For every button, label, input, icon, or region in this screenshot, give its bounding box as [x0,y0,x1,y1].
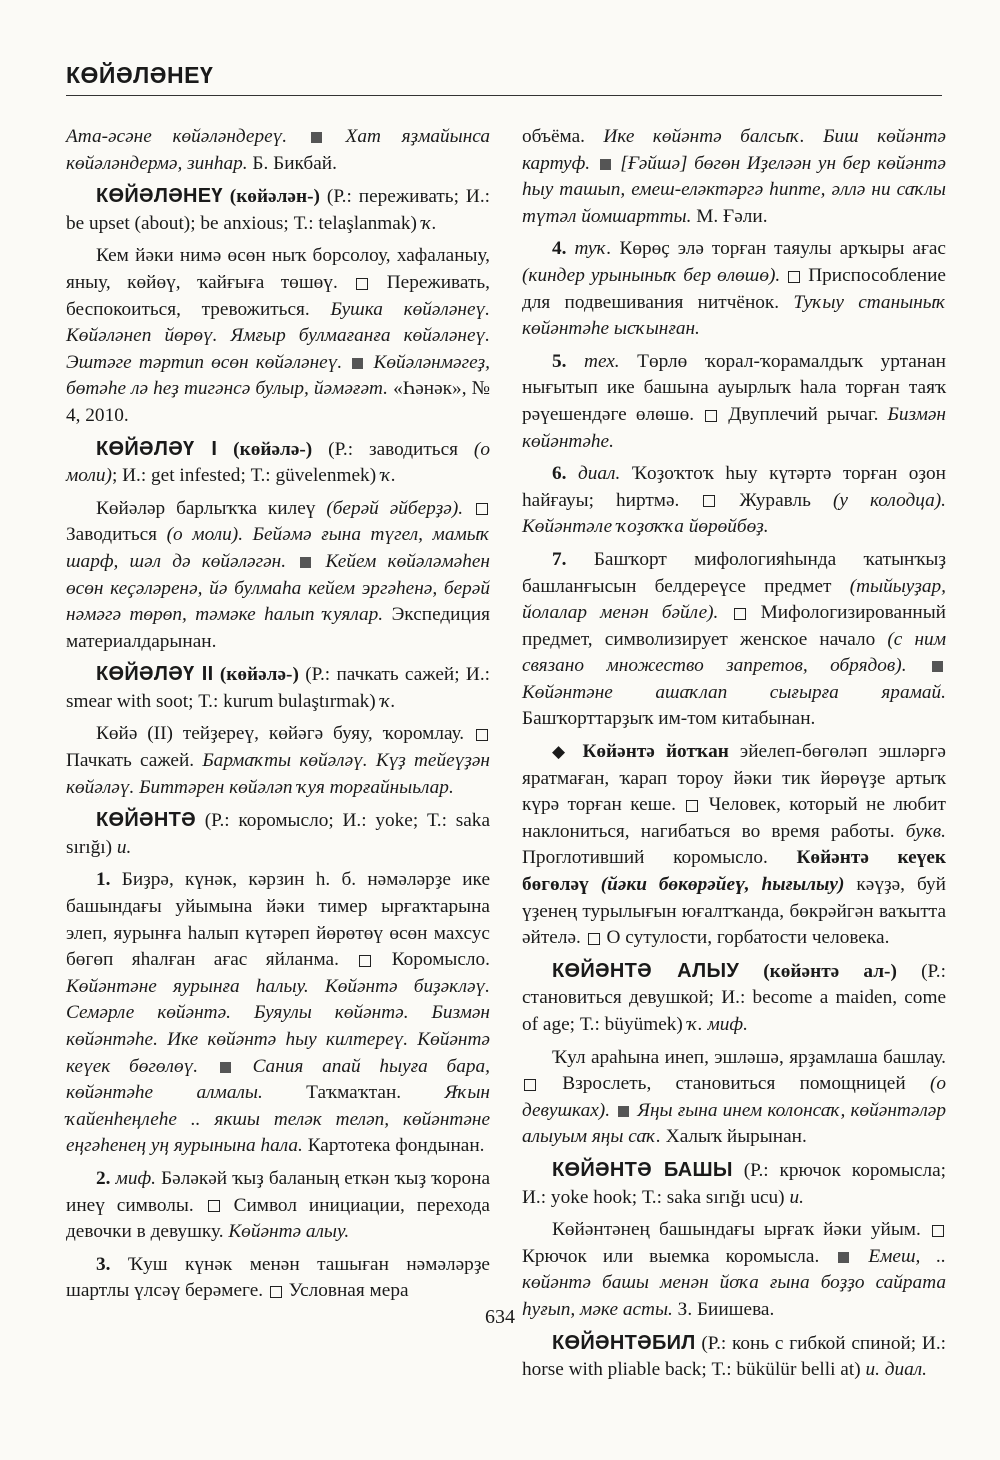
definition-text: Төрлө ҡорал-ҡорамалдыҡ уртанан нығытып ике башына ауырлыҡ һала торған таяҡ рәүешендәге өлөшө. [522,350,946,425]
translation-marker-icon [703,495,715,507]
quote-text: Көйәләнмәгеҙ, бөтәһе лә һеҙ тигәнсә булыр, йәмәғәт. [66,351,491,400]
translation-marker-icon [524,1079,536,1091]
headword: КӨЙӘНТӘ БАШЫ [552,1158,733,1181]
quote-source: Башҡорттарҙыҡ им-том китабынан. [522,708,816,730]
headword-stem: (көйәнтә ал-) [763,960,897,982]
translation-marker-icon [359,955,371,967]
part-of-speech: и. [789,1186,804,1208]
quote-text: Яңы ғына инем колонсаҡ, көйәнтәләр алыуым яңы саҡ. [522,1099,946,1148]
translation-marker-icon [356,278,368,290]
definition-text: Көйәнтәнең башындағы ырғаҡ йәки уйым. [552,1219,921,1241]
russian-translation: Проглотивший коромысло. [522,847,768,869]
translation-marker-icon [588,933,600,945]
translation-marker-icon [932,1225,944,1237]
translation-marker-icon [686,800,698,812]
russian-translation: объёма. [522,126,585,147]
quote-source: Таҡмаҡтан. [306,1082,402,1104]
headword-stem: (көйәлән-) [229,186,320,208]
quote-source: Картотека фондынан. [307,1135,485,1157]
sense-5 [522,349,946,455]
definition-text: Биҙрә, күнәк, кәрзин һ. б. нәмәләрҙе ике башындағы уйымына йәки тимер ырғаҡтарына элеп, яурынға һалып күтәреп йөрөтөү өсөн махсус бөгөп яһалған ағас яйланма. [66,869,491,971]
quote-source: Б. Бикбай. [252,152,337,174]
russian-translation: Коромысло. [391,949,491,971]
sense-2 [66,1166,490,1246]
translations: (Р.: становиться девушкой; И.: become a maiden, come of age; Т.: büyümek) [522,960,946,1035]
gloss-note: (тыйыуҙар, йолалар менән бәйле). [522,575,946,624]
example-text: Туҡыу станыныҡ көйәнтәһе ысҡынған. [522,291,946,340]
translation-marker-icon [788,271,800,283]
example-text: Бейәмә ғына түгел, мамыҡ шарф, шәл дә көйәләгән. [66,524,490,572]
sense-number: 7. [552,548,567,570]
definition-text: эйелеп-бөгөләп эшләргә яратмаған, ҡарап тороу йәки тик йөрөүҙе артыҡ күрә торған кеше. [522,741,946,816]
russian-translation: Крючок или выемка коромысла. [522,1245,820,1267]
sense-number: 1. [96,869,111,891]
translations: (Р.: конь с гибкой спиной; И.: horse with pliable back; Т.: bükülür belli at) [522,1332,946,1381]
quote-source: М. Ғәли. [696,205,768,227]
definition-text: Бәләкәй ҡыҙ баланың еткән ҡыҙ ҡорона инеү символы. [66,1167,491,1216]
headword-stem: (көйәлә-) [233,438,313,460]
headword: КӨЙӘНТӘ [96,809,196,832]
entry-continuation [66,124,490,177]
quote-source: Халыҡ йырынан. [665,1126,807,1148]
example-marker-icon [932,661,943,672]
definition-text: Ҡуш күнәк менән ташыған нәмәләрҙе шартлы үлсәү берәмеге. [66,1253,490,1302]
header-title: КӨЙӘЛӘНЕҮ [66,62,214,88]
sense-number: 6. [552,463,567,485]
right-column [522,124,946,1390]
quote-source: Экспедиция материалдарынан. [66,604,491,652]
sense-number: 3. [96,1253,111,1275]
example-text: Көйәнтәле ҡоҙоҡҡа йөрөйбөҙ. [522,516,769,538]
quote-text: Хат яҙмайынса көйәләндермә, зинһар. [66,126,490,174]
entry-koyanta [66,807,490,861]
quote-source: «Һәнәк», № 4, 2010. [66,378,490,426]
usage-label: букв. [905,820,946,842]
definition-text: Кем йәки нимә өсөн ныҡ борсолоу, хафаланыу, яныу, көйөү, ҡайғыға төшөү. [66,245,490,293]
idiom-diamond-icon: ◆ [552,742,572,762]
translations: ; И.: get infested; Т.: güvelenmek) [111,465,377,487]
quote-text: Көйәнтәне ашаҡлап сығырға ярамай. [522,681,946,703]
left-column [66,124,490,1311]
example-marker-icon [838,1252,849,1263]
part-of-speech: и. [116,836,132,858]
example-text: Бушка көйәләнеү. Көйәләнеп йөрөү. Ямғыр булмағанға көйәләнеү. Эштәге тәртип өсөн көйәләнеү. [66,298,490,373]
definition [66,496,490,656]
gloss-note: (берәй әйберҙә). [326,497,464,519]
gloss-note: (с ним связано множество запретов, обрядов). [522,628,947,677]
russian-translation: Условная мера [288,1280,409,1302]
sense-number: 5. [552,350,567,372]
russian-translation: Приспособление для подвешивания нитчёнок. [522,264,946,313]
definition-text: Көрөҫ элә торған таяулы арҡыры ағас [619,238,946,260]
definition [66,721,490,801]
translation-marker-icon [208,1200,220,1212]
translation-marker-icon [705,410,717,422]
entry-koyalau-1 [66,436,490,490]
quote-text: Кейем көйәләмәһен өсөн кеҫәләренә, йә булмаһа кейем эргәһенә, берәй нәмәгә төрөп, тәмәке һалып ҡуялар. [66,550,490,626]
quote-source: З. Биишева. [677,1298,775,1320]
headword: КӨЙӘЛӘҮ I [96,437,218,460]
russian-translation: Взрослеть, становиться помощницей [562,1073,906,1095]
headword: КӨЙӘНТӘ АЛЫУ [552,959,740,982]
usage-label: тех. [584,350,620,372]
russian-translation: Журавль [739,489,811,511]
example-marker-icon [311,132,322,143]
sense-4 [522,236,946,342]
translations: (Р.: переживать; И.: be upset (about); be anxious; Т.: telaşlanmak) [66,186,491,234]
headword: КӨЙӘЛӘНЕҮ [96,185,223,208]
definition [522,1045,946,1151]
translations: (Р.: пачкать сажей; И.: smear with soot; Т.: kurum bulaştırmak) [66,664,491,712]
definition-text: Көйәләр барлыҡҡа килеү [96,497,316,519]
part-of-speech: ҡ. миф. [687,1014,748,1035]
part-of-speech: и. диал. [865,1359,927,1381]
definition-text: Ҡоҙоҡтоҡ һыу күтәртә торған оҙон һайғауы; һиртмә. [522,463,946,511]
running-header [66,62,942,96]
sense-number: 2. [96,1167,111,1189]
russian-translation: Пачкать сажей. [66,750,195,772]
definition [66,243,490,429]
entry-koyanta-alyu [522,958,946,1039]
translation-marker-icon [734,608,746,620]
definition-text: кәүҙә, буй үҙенең турылығын юғалтҡанда, бөкрәйгән ваҡытта әйтелә. [522,874,947,949]
sense-number: 4. [552,238,567,260]
example-text: Ата-әсәне көйәләндереү. [66,126,288,147]
entry-koyantabil [522,1330,946,1384]
russian-translation: Заводиться [66,524,158,546]
example-marker-icon [618,1106,629,1117]
entry-koyalaneu [66,183,490,237]
example-marker-icon [300,557,311,568]
quote-text: [Ғәйшә] бөгөн Иҙеләән ун бер көйәнтә һыу ташып, емеш-еләктәргә һипте, әллә ни саҡлы түтәл йомшартты. [522,152,946,227]
sense-3-continued [522,124,946,230]
sense-1 [66,867,490,1160]
sense-6 [522,461,946,541]
russian-translation: Символ инициации, перехода девочки в девушку. [66,1194,490,1243]
definition-text: Ҡул араһына инеп, эшләшә, ярҙамлаша башлау. [552,1046,946,1068]
usage-label: миф. [115,1167,156,1189]
part-of-speech: ҡ. [380,690,396,712]
usage-label: туҡ. [574,238,612,260]
gloss-note: (о девушках). [522,1073,946,1121]
example-text: Ике көйәнтә балсыҡ. Биш көйәнтә картуф. [522,126,946,174]
example-text: Бармаҡты көйәләү. Күҙ тейеүҙән көйәләү. Биттәрен көйәләп ҡуя торғайныьлар. [66,750,490,798]
entry-koyalau-2 [66,661,490,715]
gloss-note: (о моли) [66,438,490,487]
russian-translation: Мифологизированный предмет, символизирует женское начало [522,602,946,650]
definition-text: Көйә (II) тейҙереү, көйәгә буяу, ҡоромлау. [96,723,465,745]
gloss-note: (киндер урыныныҡ бер өлөшө). [522,264,781,286]
entry-koyanta-bashy [522,1157,946,1211]
definition-text: Башҡорт мифологияһында ҡатынҡыҙ башланғысын белдереүсе предмет [522,548,946,597]
gloss-note: (у колодца). [832,489,946,511]
example-text: Көйәнтәне яурынға һалыу. Көйәнтә биҙәкләү. Семәрле көйәнтә. Буяулы көйәнтә. Бизмән көйәнтәһе. Ике көйәнтә һыу килтереү. Көйәнтә кеүек бөгөлөү. [66,975,490,1077]
cross-reference: Көйәнтә алыу. [228,1221,350,1243]
sense-7 [522,547,946,733]
idiom-headword: Көйәнтә йотҡан [582,741,729,763]
translation-marker-icon [270,1286,282,1298]
example-text: Бизмән көйәнтәһе. [522,403,946,452]
usage-label: диал. [578,463,621,485]
russian-translation: О сутулости, горбатости человека. [606,927,890,949]
quote-text: Яҡын ҡайенһеңлеһе .. якшы теләк теләп, көйәнтәне еңгәһенең уң яурынына һала. [66,1082,490,1157]
idiom-block [522,739,946,952]
translation-marker-icon [476,729,488,741]
idiom-variant: (йәки бөкөрәйеү, һығылыу) [600,874,845,896]
sense-3 [66,1252,490,1305]
translations: (Р.: заводиться [328,438,458,460]
example-marker-icon [220,1062,231,1073]
part-of-speech: ҡ. [421,212,437,234]
example-marker-icon [352,358,363,369]
idiom-headword: Көйәнтә кеүек бөгөләү [522,847,946,896]
russian-translation: Переживать, беспокоиться, тревожиться. [66,271,490,320]
translations: (Р.: коромысло; И.: yoke; Т.: saka sırığı) [66,810,490,858]
russian-translation: Двуплечий рычаг. [728,403,879,425]
translations: (Р.: крючок коромысла; И.: yoke hook; Т.: saka sırığı ucu) [522,1159,946,1208]
example-marker-icon [600,159,611,170]
headword: КӨЙӘНТӘБИЛ [552,1331,696,1354]
quote-text: Сания апай һыуға бара, көйәнтәһе алмалы. [66,1055,490,1104]
page-number: 634 [485,1306,515,1328]
headword: КӨЙӘЛӘҮ II [96,663,214,686]
quote-text: Емеш, .. көйәнтә башы менән йоҡа ғына боҙҙо сайрата һуғып, мәке асты. [522,1245,946,1320]
russian-translation: Человек, который не любит наклониться, нагибаться во время работы. [522,794,946,842]
part-of-speech: ҡ. [380,465,396,487]
gloss-note: (о моли). [166,524,244,546]
headword-stem: (көйәлә-) [219,664,299,686]
translation-marker-icon [476,503,488,515]
